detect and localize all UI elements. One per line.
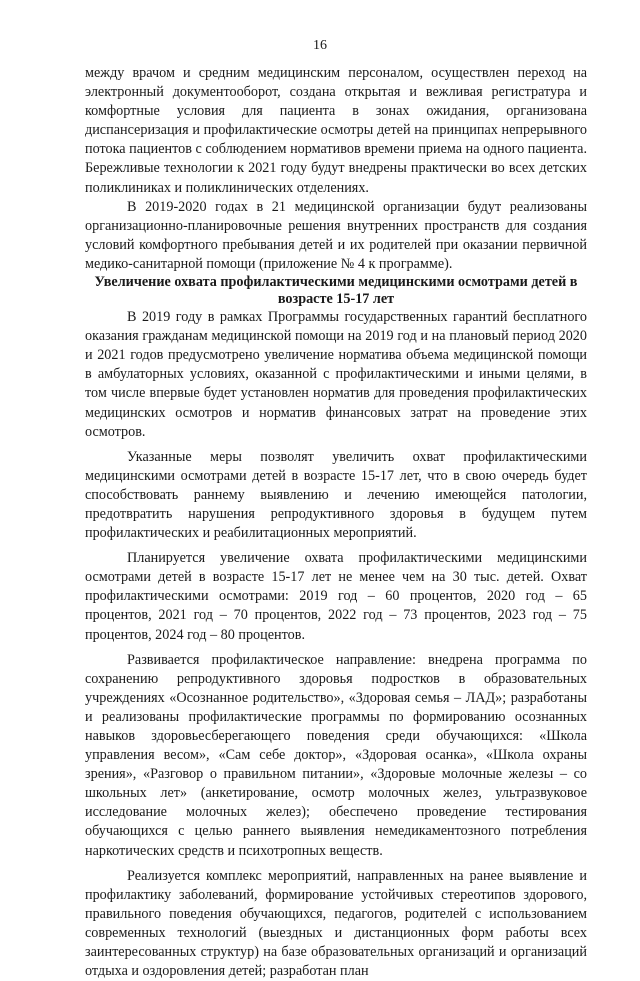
paragraph-6: Развивается профилактическое направление: внедрена программа по сохранению репродуктивного здоровья подростков в образовательных учреждениях «Осознанное родительство», «Здоровая семья – ЛАД»; разработаны и реализованы профилактические программы по формированию осознанных навыков здоровьесберегающего поведения среди обучающихся: «Школа управления весом», «Сам себе доктор», «Здоровая осанка», «Школа охраны зрения», «Разговор о правильном питании», «Здоровые молочные железы – со школьных лет» (анкетирование, осмотр молочных желез, ультразвуковое исследование молочных желез); обеспечено проведение тестирования обучающихся с целью раннего выявления немедикаментозного потребления наркотических средств и психотропных веществ. — [85, 651, 587, 859]
paragraph-2: В 2019-2020 годах в 21 медицинской организации будут реализованы организационно-планировочные решения внутренних пространств для создания условий комфортного пребывания детей и их родителей при оказании первичной медико-санитарной помощи (приложение № 4 к программе). — [85, 198, 587, 272]
paragraph-4: Указанные меры позволят увеличить охват профилактическими медицинскими осмотрами детей в возрасте 15-17 лет, что в свою очередь будет способствовать раннему выявлению и лечению имеющейся патологии, предотвратить нарушения репродуктивного здоровья в будущем путем профилактических и реабилитационных мероприятий. — [85, 448, 587, 542]
page-number: 16 — [313, 38, 327, 53]
paragraph-1: между врачом и средним медицинским персоналом, осуществлен переход на электронный документооборот, создана открытая и вежливая регистратура и комфортные условия для пациента в зонах ожидания, организована диспансеризация и профилактические осмотры детей на принципах непрерывного потока пациентов с соблюдением нормативов времени приема на одного пациента. Бережливые технологии к 2021 году будут внедрены практически во всех детских поликлиниках и поликлинических отделениях. — [85, 65, 587, 196]
document-body — [85, 64, 587, 981]
section-heading: Увеличение охвата профилактическими медицинскими осмотрами детей в возрасте 15-17 лет — [94, 274, 578, 308]
paragraph-7: Реализуется комплекс мероприятий, направленных на ранее выявление и профилактику заболеваний, формирование устойчивых стереотипов здорового, правильного поведения обучающихся, педагогов, родителей с использованием современных технологий (выездных и дистанционных форм работы всех заинтересованных структур) на базе образовательных организаций и организаций отдыха и оздоровления детей; разработан план — [85, 867, 587, 980]
paragraph-3: В 2019 году в рамках Программы государственных гарантий бесплатного оказания гражданам медицинской помощи на 2019 год и на плановый период 2020 и 2021 годов предусмотрено увеличение норматива объема медицинской помощи в амбулаторных условиях, оказанной с профилактическими и иными целями, в том числе впервые будет установлен норматив для проведения профилактических медицинских осмотров и норматив финансовых затрат на проведение этих осмотров. — [85, 309, 587, 440]
paragraph-5: Планируется увеличение охвата профилактическими медицинскими осмотрами детей в возрасте 15-17 лет не менее чем на 30 тыс. детей. Охват профилактическими осмотрами: 2019 год – 60 процентов, 2020 год – 65 процентов, 2021 год – 70 процентов, 2022 год – 73 процентов, 2023 год – 75 процентов, 2024 год – 80 процентов. — [85, 550, 587, 643]
